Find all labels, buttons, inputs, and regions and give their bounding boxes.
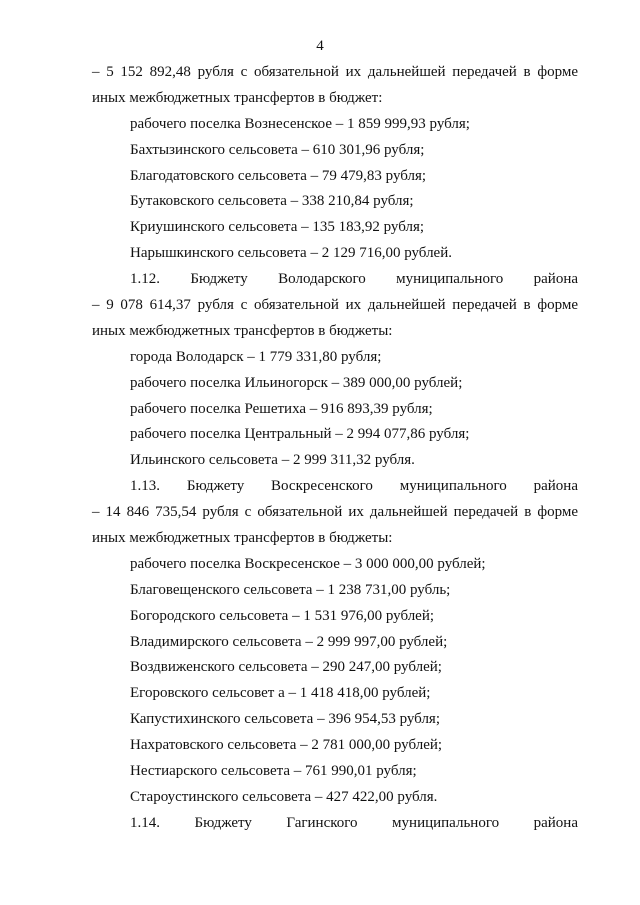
text-line: рабочего поселка Центральный – 2 994 077,86 рубля; xyxy=(130,426,470,443)
text-line: города Володарск – 1 779 331,80 рубля; xyxy=(130,348,382,365)
document-body xyxy=(92,60,578,837)
text-line: Ильинского сельсовета – 2 999 311,32 рубля. xyxy=(130,452,415,469)
text-line: Бахтызинского сельсовета – 610 301,96 рубля; xyxy=(130,141,425,158)
text-line: Криушинского сельсовета – 135 183,92 рубля; xyxy=(130,219,425,236)
text-line: – 9 078 614,37 рубля с обязательной их дальнейшей передачей в форме xyxy=(92,297,578,314)
text-line: Воздвиженского сельсовета – 290 247,00 рублей; xyxy=(130,659,442,676)
text-line: – 14 846 735,54 рубля с обязательной их дальнейшей передачей в форме xyxy=(92,504,578,521)
text-line: Благодатовского сельсовета – 79 479,83 рубля; xyxy=(130,167,427,184)
text-line: иных межбюджетных трансфертов в бюджеты: xyxy=(92,530,393,547)
text-line: иных межбюджетных трансфертов в бюджет: xyxy=(92,89,383,106)
text-line: иных межбюджетных трансфертов в бюджеты: xyxy=(92,322,393,339)
text-line: Нарышкинского сельсовета – 2 129 716,00 рублей. xyxy=(130,245,452,262)
text-line: Нахратовского сельсовета – 2 781 000,00 рублей; xyxy=(130,737,443,754)
text-line: Благовещенского сельсовета – 1 238 731,00 рубль; xyxy=(130,581,451,598)
text-line: 1.14. Бюджету Гагинского муниципального района xyxy=(130,814,578,831)
text-line: – 5 152 892,48 рубля с обязательной их дальнейшей передачей в форме xyxy=(92,64,578,80)
text-line: Нестиарского сельсовета – 761 990,01 рубля; xyxy=(130,763,417,780)
text-line: Егоровского сельсовет а – 1 418 418,00 рублей; xyxy=(130,685,431,702)
text-line: 1.13. Бюджету Воскресенского муниципального района xyxy=(130,478,578,495)
text-line: рабочего поселка Решетиха – 916 893,39 рубля; xyxy=(130,400,433,417)
page-number: 4 xyxy=(316,38,324,54)
text-line: Богородского сельсовета – 1 531 976,00 рублей; xyxy=(130,607,435,624)
text-line: рабочего поселка Вознесенское – 1 859 999,93 рубля; xyxy=(130,115,470,132)
text-line: рабочего поселка Ильиногорск – 389 000,00 рублей; xyxy=(130,374,463,391)
text-line: 1.12. Бюджету Володарского муниципального района xyxy=(130,271,578,288)
text-line: Владимирского сельсовета – 2 999 997,00 рублей; xyxy=(130,633,448,650)
text-line: рабочего поселка Воскресенское – 3 000 000,00 рублей; xyxy=(130,555,486,572)
text-line: Капустихинского сельсовета – 396 954,53 рубля; xyxy=(130,711,440,728)
text-line: Староустинского сельсовета – 427 422,00 рубля. xyxy=(130,788,438,805)
text-line: Бутаковского сельсовета – 338 210,84 рубля; xyxy=(130,193,414,210)
